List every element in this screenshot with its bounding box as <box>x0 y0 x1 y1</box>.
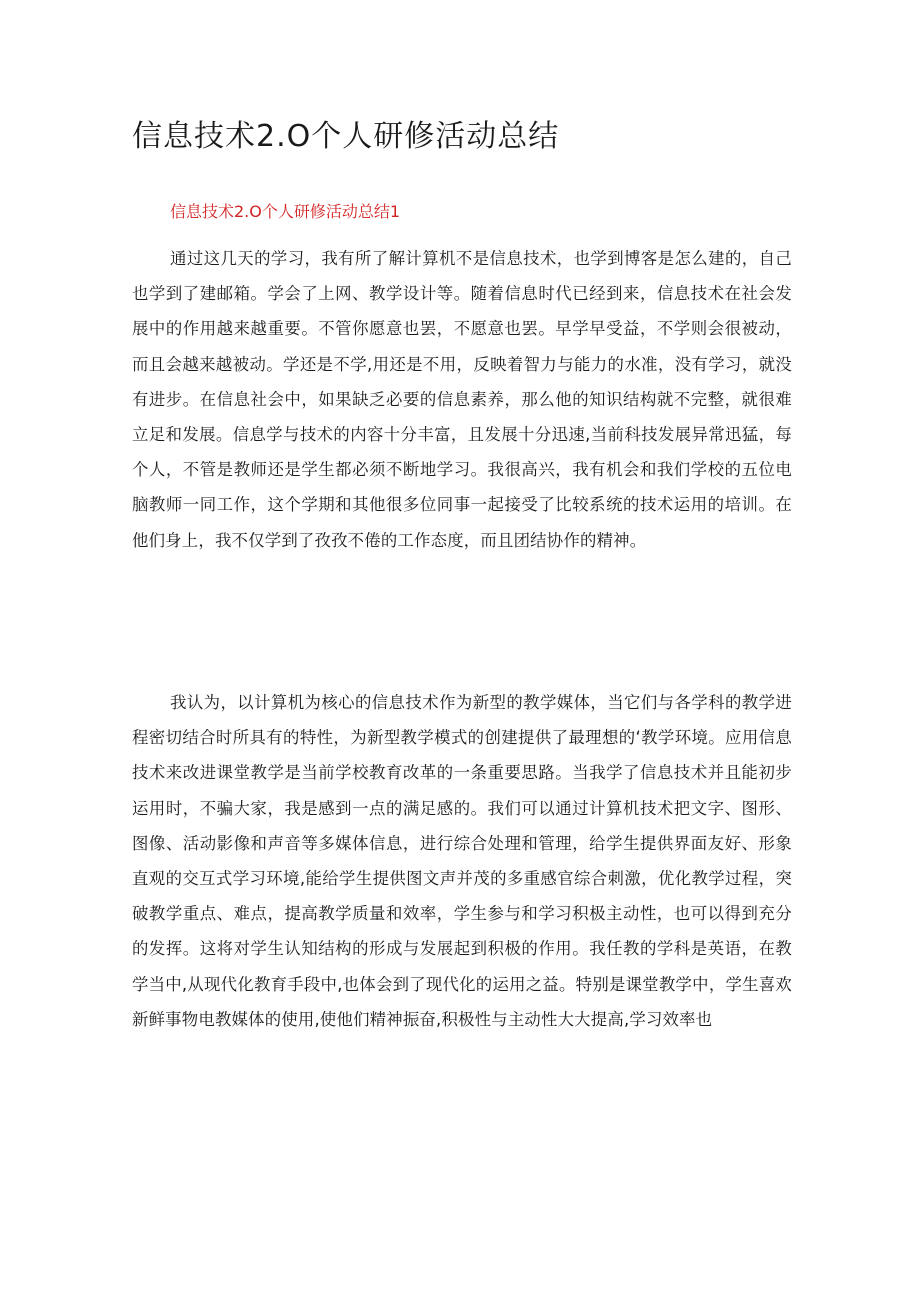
body-paragraph-1: 通过这几天的学习，我有所了解计算机不是信息技术，也学到博客是怎么建的，自己也学到了建邮箱。学会了上网、教学设计等。随着信息时代已经到来，信息技术在社会发展中的作用越来越重要。不管你愿意也罢，不愿意也罢。早学早受益，不学则会很被动，而且会越来越被动。学还是不学,用还是不用，反映着智力与能力的水准，没有学习，就没有进步。在信息社会中，如果缺乏必要的信息素养，那么他的知识结构就不完整，就很难立足和发展。信息学与技术的内容十分丰富，且发展十分迅速,当前科技发展异常迅猛，每个人，不管是教师还是学生都必须不断地学习。我很高兴，我有机会和我们学校的五位电脑教师一同工作，这个学期和其他很多位同事一起接受了比较系统的技术运用的培训。在他们身上，我不仅学到了孜孜不倦的工作态度，而且团结协作的精神。 <box>132 249 792 550</box>
body-paragraph-2: 我认为，以计算机为核心的信息技术作为新型的教学媒体，当它们与各学科的教学进程密切结合时所具有的特性，为新型教学模式的创建提供了最理想的‘教学环境。应用信息技术来改进课堂教学是当前学校教育改革的一条重要思路。当我学了信息技术并且能初步运用时，不骗大家，我是感到一点的满足感的。我们可以通过计算机技术把文字、图形、图像、活动影像和声音等多媒体信息，进行综合处理和管理，给学生提供界面友好、形象直观的交互式学习环境,能给学生提供图文声并茂的多重感官综合刺激，优化教学过程，突破教学重点、难点，提高教学质量和效率，学生参与和学习积极主动性，也可以得到充分的发挥。这将对学生认知结构的形成与发展起到积极的作用。我任教的学科是英语，在教学当中,从现代化教育手段中,也体会到了现代化的运用之益。特别是课堂教学中，学生喜欢新鲜事物电教媒体的使用,使他们精神振奋,积极性与主动性大大提高,学习效率也 <box>132 693 792 1029</box>
document-title: 信息技术2.O个人研修活动总结 <box>132 119 560 154</box>
section-heading: 信息技术2.O个人研修活动总结1 <box>170 202 401 221</box>
